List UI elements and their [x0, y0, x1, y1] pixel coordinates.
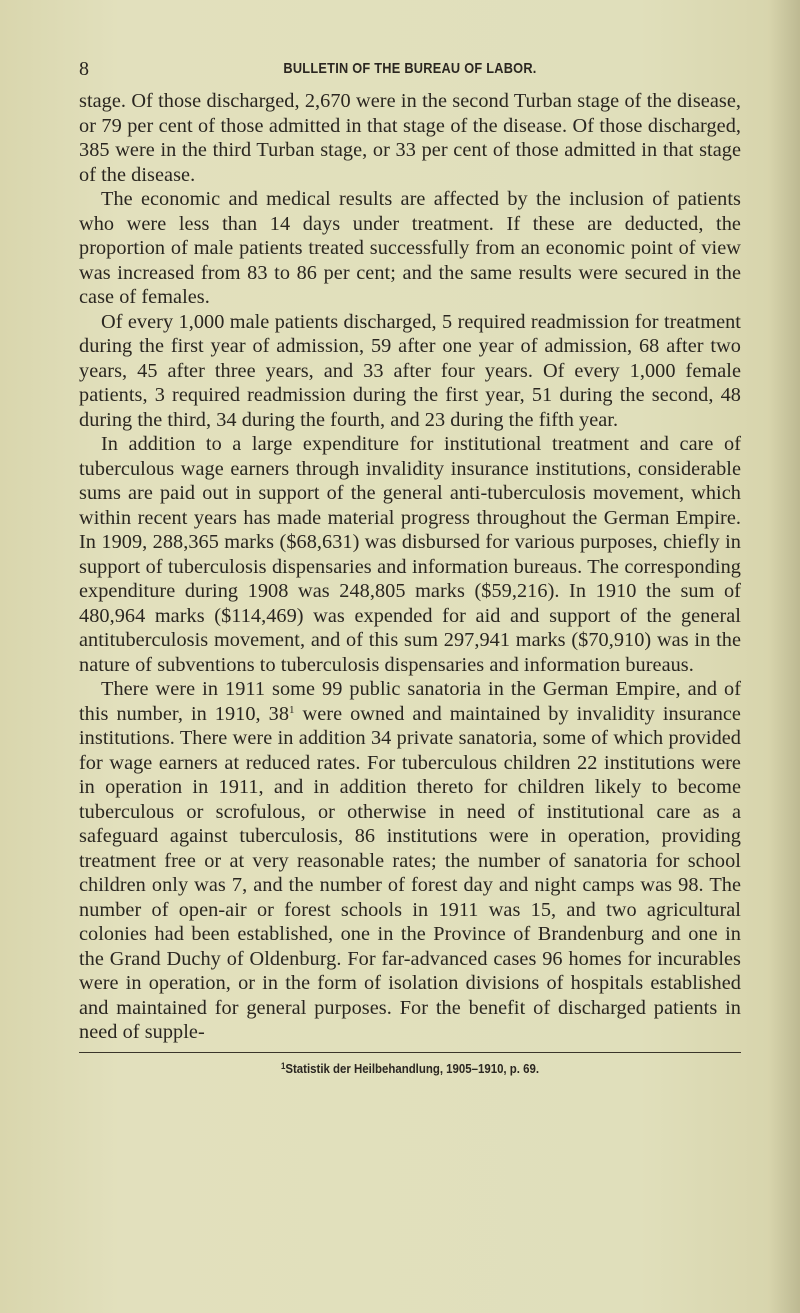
running-title: BULLETIN OF THE BUREAU OF LABOR. [283, 60, 537, 77]
sanatoria-text-end: were owned and maintained by invalidity insurance institutions. There were in addition 34 private sanatoria, some of which provided for wage earners at reduced rates. For tuberculous children 22 institutions were in operation in 1911, and in addition thereto for children likely to become tuberculous or scrofulous, or otherwise in need of institutional care as a safeguard against tuberculosis, 86 institutions were in operation, providing treatment free or at very reasonable rates; the number of sanatoria for school children only was 7, and the number of forest day and night camps was 98. The number of open-air or forest schools in 1911 was 15, and two agricultural colonies had been established, one in the Province of Brandenburg and one in the Grand Duchy of Oldenburg. For far-advanced cases 96 homes for incurables were in operation, or in the form of isolation divisions of hospitals established and maintained for general purposes. For the benefit of discharged patients in need of supple- [79, 702, 741, 1043]
footnote-text: Statistik der Heilbehandlung, 1905–1910, p. 69. [285, 1060, 540, 1076]
footnote-reference[interactable]: 1 [289, 703, 295, 716]
paragraph-sanatoria [79, 677, 741, 1045]
footnote-divider [79, 1052, 741, 1053]
running-head [79, 54, 741, 84]
body-text [79, 89, 741, 1045]
paragraph-economic-results: The economic and medical results are affected by the inclusion of patients who were less than 14 days under treatment. If these are deducted, the proportion of male patients treated successfully from an economic point of view was increased from 83 to 86 per cent; and the same results were secured in the case of females. [79, 188, 741, 308]
sanatoria-text-start: There were in 1911 some 99 public sanatoria in the German Empire, and of this number, in 1910, 38 [79, 678, 741, 725]
paragraph-expenditure: In addition to a large expenditure for institutional treatment and care of tuberculous wage earners through invalidity insurance institutions, considerable sums are paid out in support of the general anti-tuberculosis movement, which within recent years has made material progress throughout the German Empire. In 1909, 288,365 marks ($68,631) was disbursed for various purposes, chiefly in support of tuberculosis dispensaries and information bureaus. The corresponding expenditure during 1908 was 248,805 marks ($59,216). In 1910 the sum of 480,964 marks ($114,469) was expended for aid and support of the general antituberculosis movement, and of this sum 297,941 marks ($70,910) was in the nature of subventions to tuberculosis dispensaries and information bureaus. [79, 433, 741, 676]
book-page [79, 54, 741, 1076]
paragraph-continuation: stage. Of those discharged, 2,670 were in the second Turban stage of the disease, or 79 per cent of those admitted in that stage of the disease. Of those discharged, 385 were in the third Turban stage, or 33 per cent of those admitted in that stage of the disease. [79, 90, 741, 186]
footnote-marker: 1 [280, 1060, 286, 1071]
paragraph-readmission: Of every 1,000 male patients discharged, 5 required readmission for treatment during the first year of admission, 59 after one year of admission, 68 after two years, 45 after three years, and 33 after four years. Of every 1,000 female patients, 3 required readmission during the first year, 51 during the second, 48 during the third, 34 during the fourth, and 23 during the fifth year. [79, 310, 741, 431]
footnote [119, 1061, 702, 1076]
page-number: 8 [79, 58, 89, 80]
